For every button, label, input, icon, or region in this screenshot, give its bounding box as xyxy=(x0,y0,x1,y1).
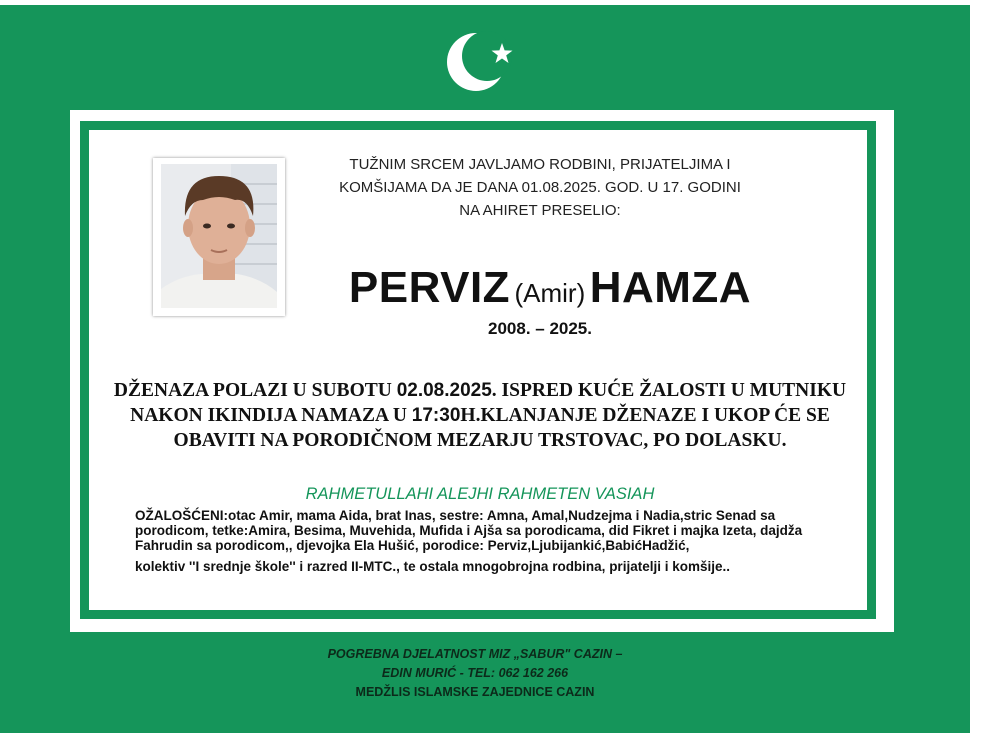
prayer-line: RAHMETULLAHI ALEJHI RAHMETEN VASIAH xyxy=(305,485,655,503)
funeral-text: H.KLANJANJE DŽENAZE I UKOP ĆE SE OBAVITI NA PORODIČNOM MEZARJU TRSTOVAC, PO DOLASKU. xyxy=(173,405,830,451)
first-name: PERVIZ xyxy=(348,263,511,312)
deceased-name xyxy=(300,263,800,313)
mourners-others: kolektiv ''I srednje škole'' i razred II-MTC., te ostala mnogobrojna rodbina, prijatelji i komšije.. xyxy=(135,559,730,574)
funeral-details xyxy=(100,378,860,453)
footer-line: POGREBNA DJELATNOST MIZ „SABUR" CAZIN – xyxy=(327,647,623,661)
footer-line: MEDŽLIS ISLAMSKE ZAJEDNICE CAZIN xyxy=(355,685,595,699)
intro-line: TUŽNIM SRCEM JAVLJAMO RODBINI, PRIJATELJIMA I xyxy=(349,156,731,173)
mourners-list xyxy=(135,508,835,574)
crescent-star-icon xyxy=(440,25,520,100)
announcement-intro xyxy=(300,153,780,222)
funeral-time: 17:30 xyxy=(411,405,461,426)
funeral-text: . ISPRED KUĆE ŽALOSTI U MUTNIKU NAKON IKINDIJA NAMAZA U xyxy=(130,380,847,426)
footer xyxy=(230,645,720,702)
mourners-family: OŽALOŠĆENI:otac Amir, mama Aida, brat Inas, sestre: Amna, Amal,Nudzejma i Nadia,stric Senad sa porodicom, tetke:Amira, Besima, Muvehida, Mufida i Ajša sa porodicama, did Fikret i majka Izeta, dajdža Fahrudin sa porodicom,, djevojka Ela Hušić, porodice: Perviz,Ljubijankić,BabićHadžić, xyxy=(135,508,803,553)
life-years: 2008. – 2025. xyxy=(488,319,592,338)
intro-line: KOMŠIJAMA DA JE DANA 01.08.2025. GOD. U 17. GODINI xyxy=(339,179,741,196)
funeral-text: DŽENAZA POLAZI U SUBOTU xyxy=(113,380,397,401)
deceased-portrait xyxy=(161,164,277,308)
last-name: HAMZA xyxy=(589,263,752,312)
footer-line: EDIN MURIĆ - TEL: 062 162 266 xyxy=(381,666,569,680)
photo-frame xyxy=(153,158,285,316)
intro-line: NA AHIRET PRESELIO: xyxy=(459,202,621,219)
father-name: (Amir) xyxy=(514,278,586,308)
funeral-date: 02.08.2025 xyxy=(396,380,492,401)
